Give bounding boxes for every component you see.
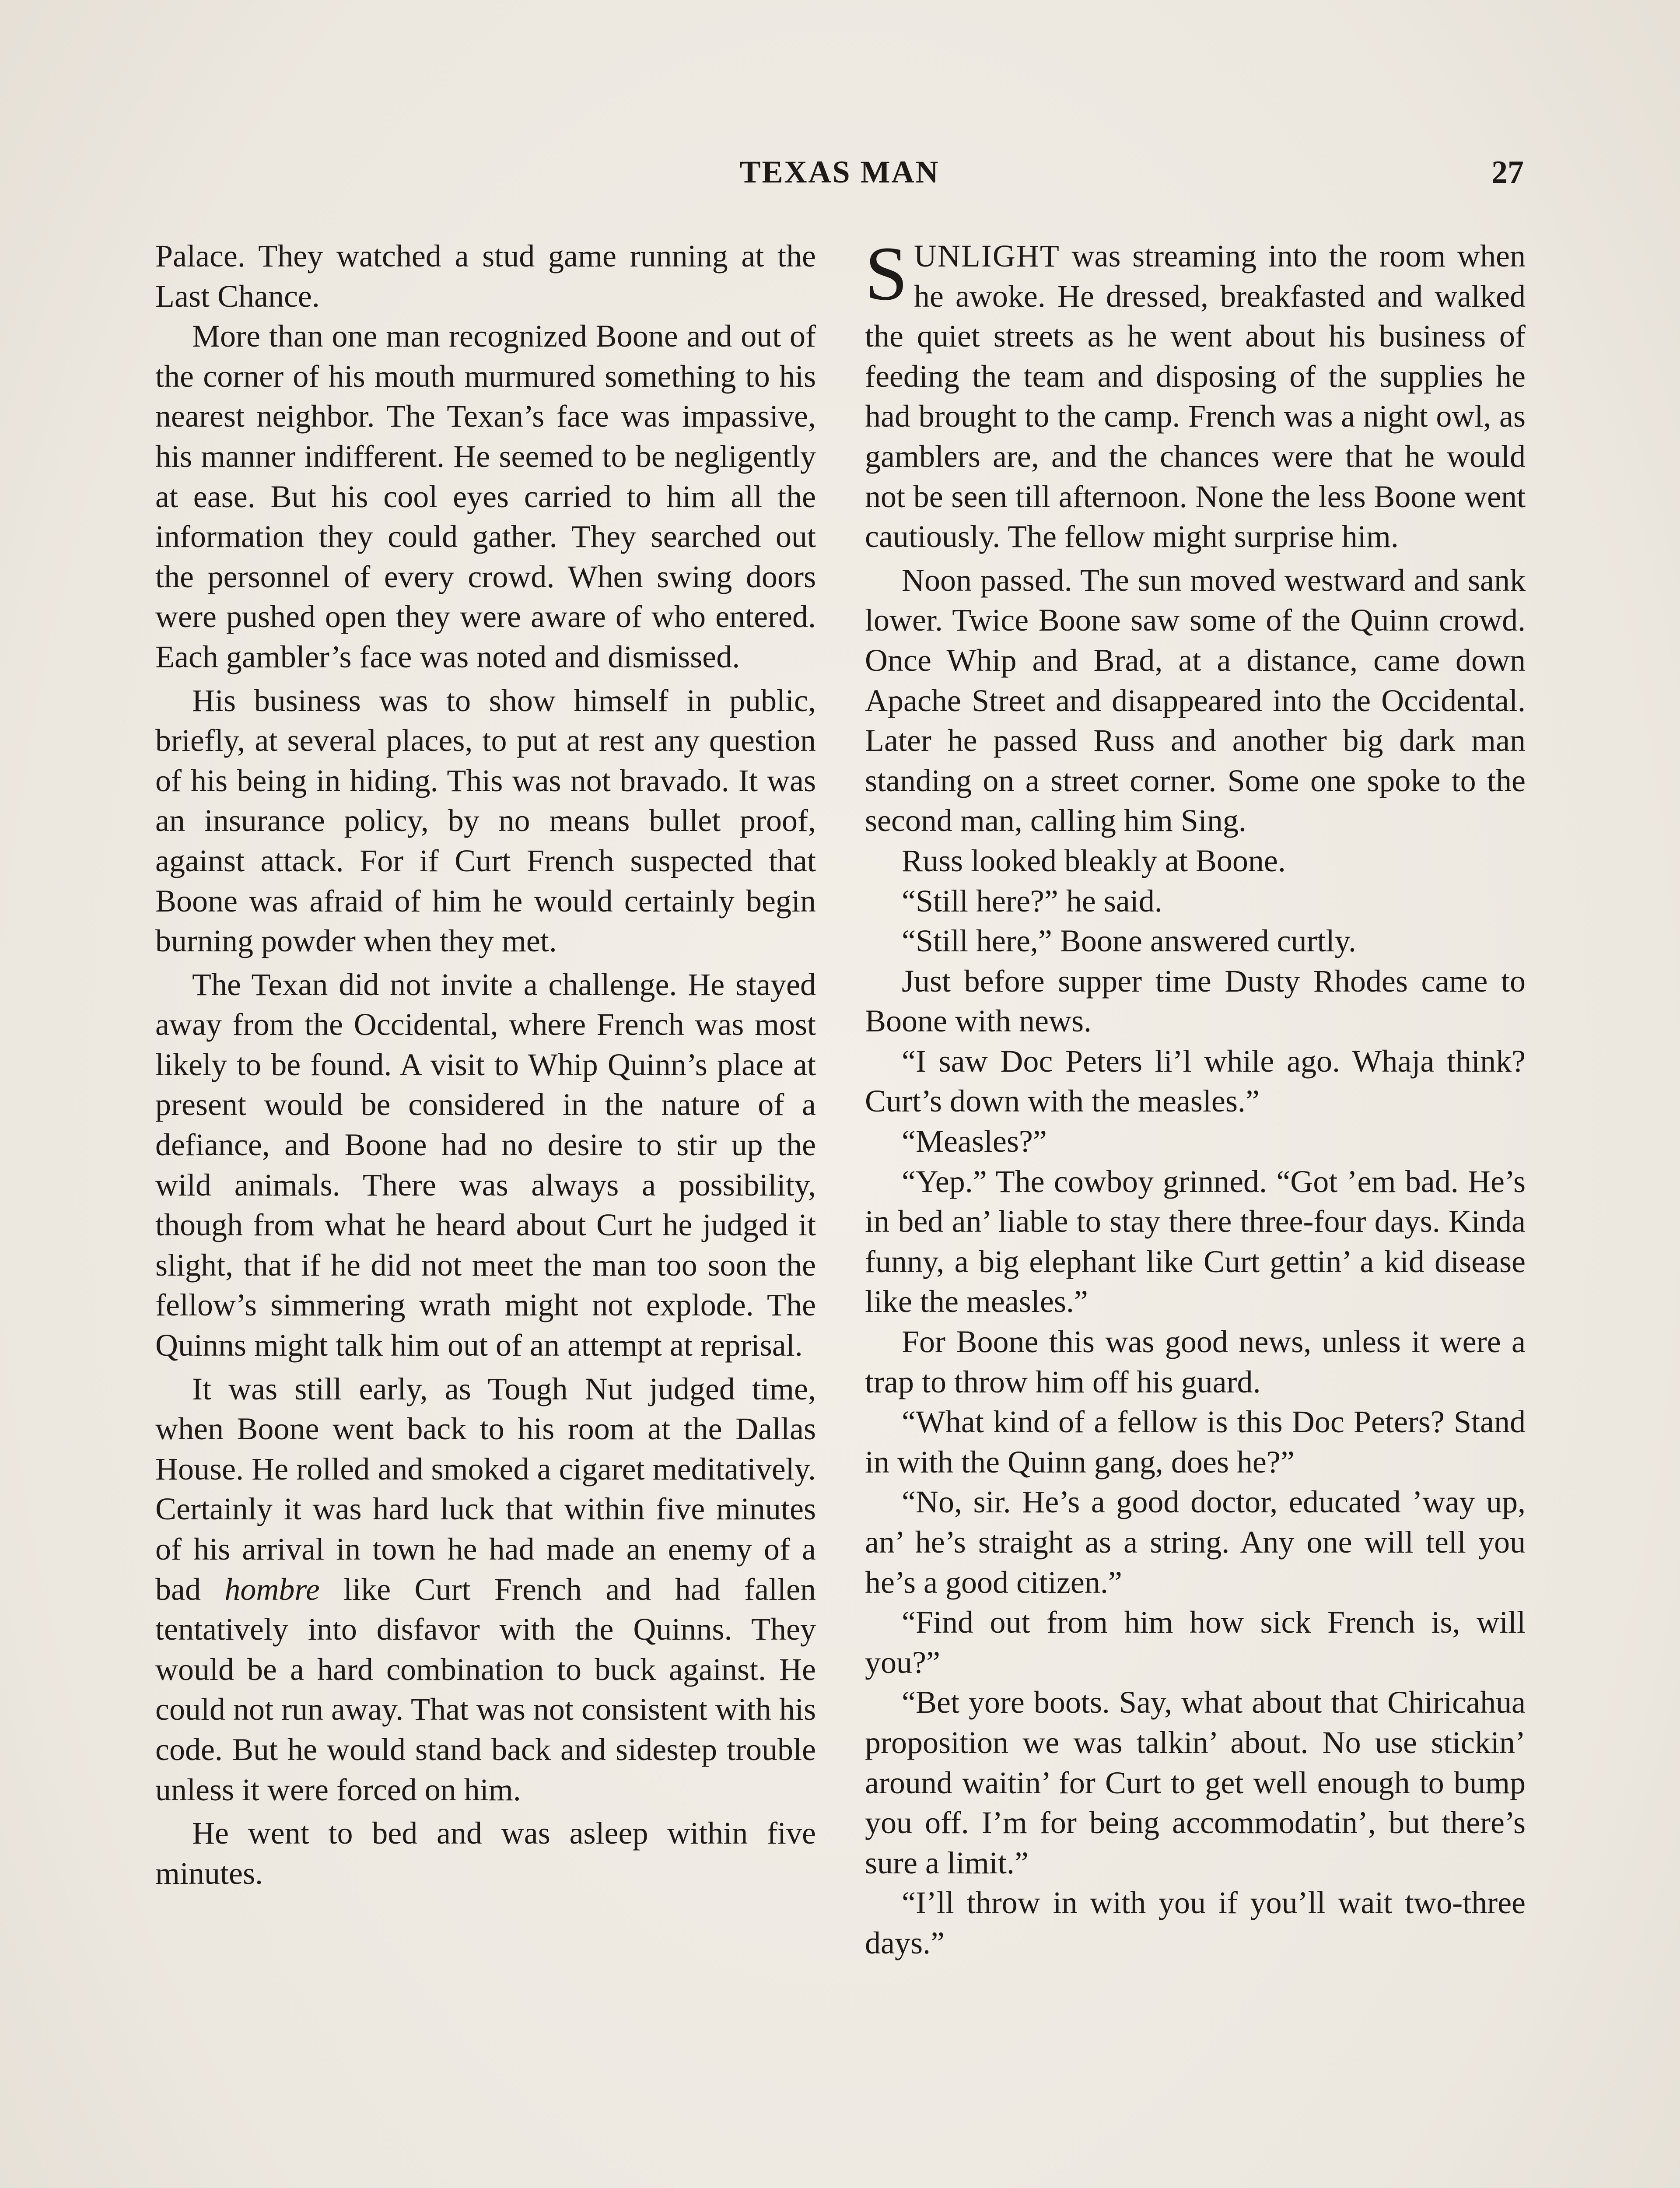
paragraph: The Texan did not invite a challenge. He stayed away from the Occidental, where French was most likely to be found. A visit to Whip Quinn’s place at present would be considered in the nature of a defiance, and Boone had no desire to stir up the wild animals. There was always a possibility, though from what he heard about Curt he judged it slight, that if he did not meet the man too soon the fellow’s simmering wrath might not explode. The Quinns might talk him out of an attempt at reprisal. (155, 967, 816, 1363)
dialogue-line: “Still here?” he said. (902, 883, 1162, 919)
dialogue-line: “What kind of a fellow is this Doc Peters? Stand in with the Quinn gang, does he?” (865, 1404, 1526, 1480)
dialogue-line: “I saw Doc Peters li’l while ago. Whaja think? Curt’s down with the measles.” (865, 1043, 1526, 1119)
italic-word: hombre (224, 1571, 320, 1607)
dialogue-line: “No, sir. He’s a good doctor, educated ’way up, an’ he’s straight as a string. Any one will tell you he’s a good citizen.” (865, 1484, 1526, 1600)
paragraph: Russ looked bleakly at Boone. (902, 843, 1286, 878)
dialogue-line: “Find out from him how sick French is, will you?” (865, 1605, 1526, 1680)
page-number: 27 (1491, 154, 1524, 190)
paragraph: His business was to show himself in public, briefly, at several places, to put at rest any question of his being in hiding. This was not bravado. It was an insurance policy, by no means bullet proof, against attack. For if Curt French suspected that Boone was afraid of him he would certainly begin burning powder when they met. (155, 683, 816, 959)
paragraph: Noon passed. The sun moved westward and sank lower. Twice Boone saw some of the Quinn crowd. Once Whip and Brad, at a distance, came down Apache Street and disappeared into the Occidental. Later he passed Russ and another big dark man standing on a street corner. Some one spoke to the second man, calling him Sing. (865, 562, 1526, 838)
paragraph-text: like Curt French and had fallen tentatively into disfavor with the Quinns. They would be a hard combination to buck against. He could not run away. That was not consistent with his code. But he would stand back and sidestep trouble unless it were forced on him. (155, 1571, 816, 1807)
paragraph-text: was streaming into the room when he awoke. He dressed, breakfasted and walked the quiet streets as he went about his business of feeding the team and disposing of the supplies he had brought to the camp. French was a night owl, as gamblers are, and the chances were that he would not be seen till afternoon. None the less Boone went cautiously. The fellow might surprise him. (865, 238, 1526, 554)
dialogue-line: “I’ll throw in with you if you’ll wait two-three days.” (865, 1885, 1526, 1960)
right-column (865, 231, 1526, 1964)
lead-caps: UNLIGHT (914, 238, 1060, 274)
paragraph: More than one man recognized Boone and out of the corner of his mouth murmured something to his nearest neighbor. The Texan’s face was impassive, his manner indifferent. He seemed to be negligently at ease. But his cool eyes carried to him all the information they could gather. They searched out the personnel of every crowd. When swing doors were pushed open they were aware of who entered. Each gambler’s face was noted and dismissed. (155, 319, 816, 674)
paragraph: For Boone this was good news, unless it were a trap to throw him off his guard. (865, 1324, 1526, 1399)
paragraph (155, 1369, 816, 1810)
paragraph: Palace. They watched a stud game running at the Last Chance. (155, 238, 816, 314)
dialogue-line: “Bet yore boots. Say, what about that Chiricahua proposition we was talkin’ about. No use stickin’ around waitin’ for Curt to get well enough to bump you off. I’m for being accommodatin’, but there’s sure a limit.” (865, 1685, 1526, 1880)
running-head: TEXAS MAN (739, 154, 940, 189)
drop-cap: S (865, 231, 908, 316)
dialogue-line: “Still here,” Boone answered curtly. (902, 923, 1356, 959)
dialogue-line: “Yep.” The cowboy grinned. “Got ’em bad. He’s in bed an’ liable to stay there three-four days. Kinda funny, a big elephant like Curt gettin’ a kid disease like the measles.” (865, 1164, 1526, 1319)
opening-paragraph (865, 231, 1526, 557)
paragraph-text: It was still early, as Tough Nut judged time, when Boone went back to his room at the Dallas House. He rolled and smoked a cigaret meditatively. Certainly it was hard luck that within five minutes of his arrival in town he had made an enemy of a bad (155, 1371, 816, 1607)
page-header (155, 154, 1524, 193)
paragraph: Just before supper time Dusty Rhodes came to Boone with news. (865, 963, 1526, 1039)
left-column (155, 236, 816, 1893)
dialogue-line: “Measles?” (902, 1124, 1047, 1159)
paragraph: He went to bed and was asleep within five minutes. (155, 1816, 816, 1891)
